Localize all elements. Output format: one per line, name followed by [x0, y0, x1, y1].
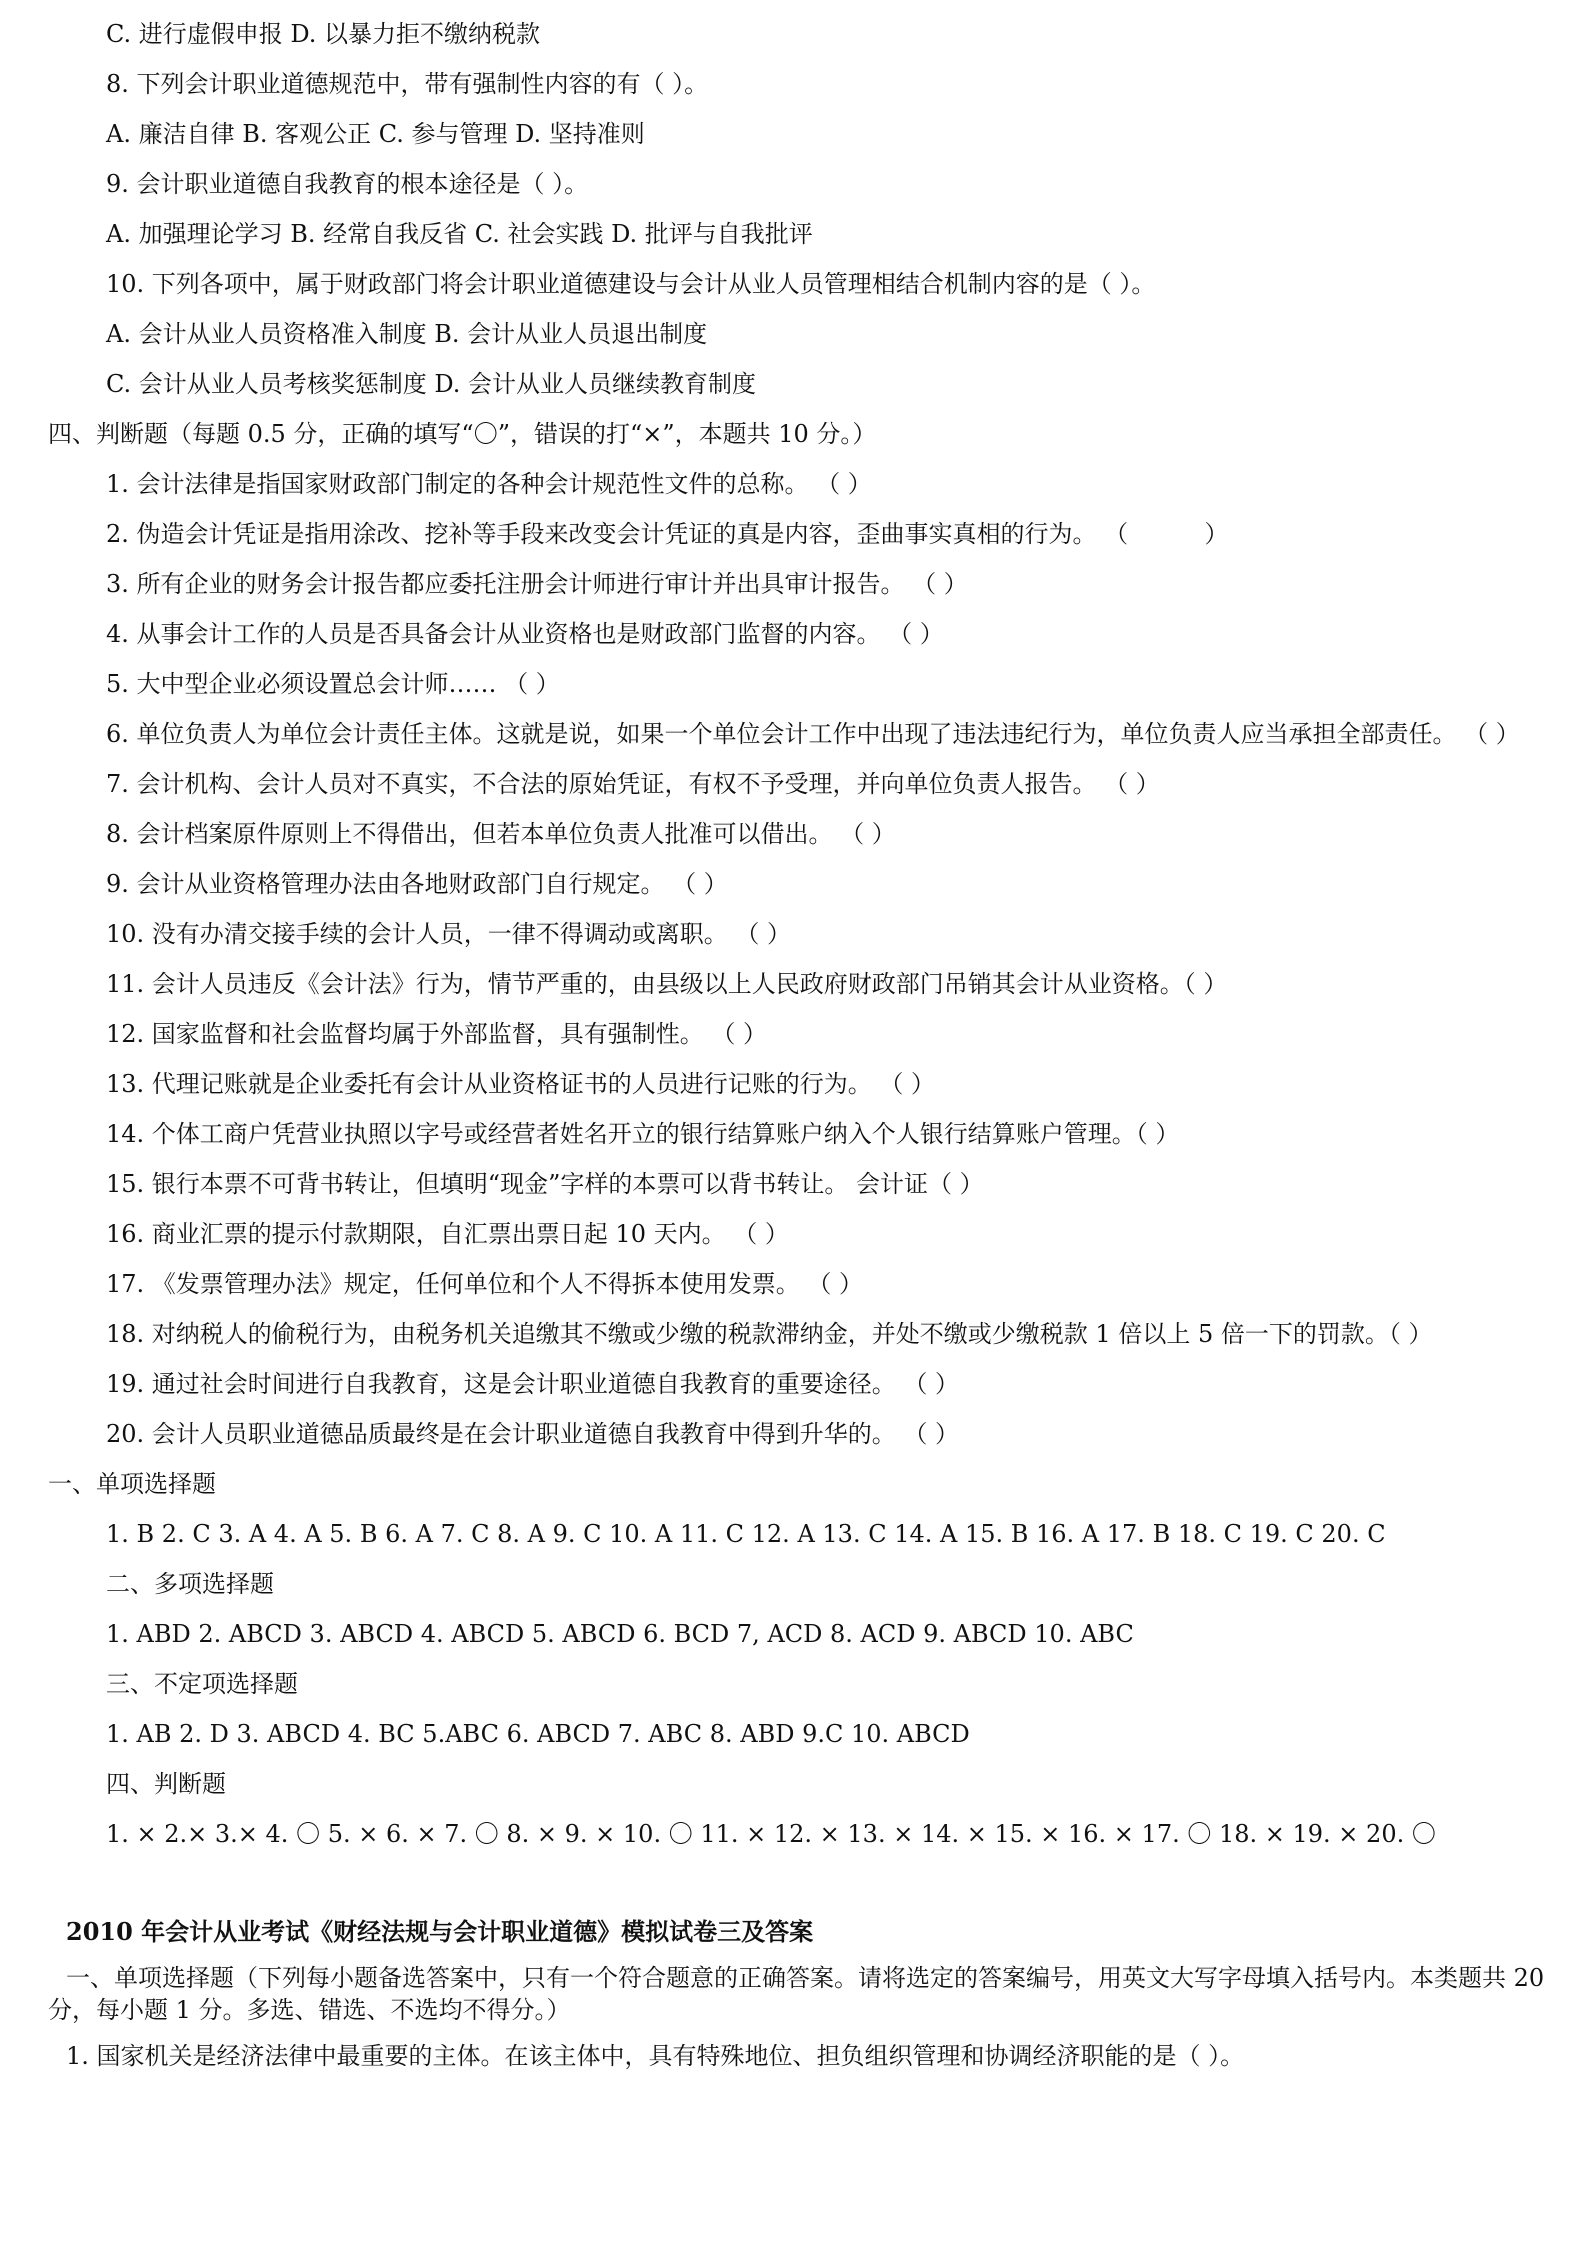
question-1: 1. 国家机关是经济法律中最重要的主体。在该主体中，具有特殊地位、担负组织管理和协调经济职能的是（ ）。: [66, 2042, 1245, 2070]
text-line: 1. 会计法律是指国家财政部门制定的各种会计规范性文件的总称。 （ ）: [106, 470, 872, 498]
text-line: 8. 会计档案原件原则上不得借出，但若本单位负责人批准可以借出。 （ ）: [106, 820, 896, 848]
text-line: 三、不定项选择题: [106, 1670, 298, 1698]
text-line: 12. 国家监督和社会监督均属于外部监督，具有强制性。 （ ）: [106, 1020, 768, 1048]
text-line: 19. 通过社会时间进行自我教育，这是会计职业道德自我教育的重要途径。 （ ）: [106, 1370, 960, 1398]
text-line: 10. 没有办清交接手续的会计人员，一律不得调动或离职。 （ ）: [106, 920, 792, 948]
question-list: [48, 18, 1558, 1850]
text-line: 14. 个体工商户凭营业执照以字号或经营者姓名开立的银行结算账户纳入个人银行结算账户管理。（ ）: [106, 1120, 1180, 1148]
section-instructions: 一、单项选择题（下列每小题备选答案中，只有一个符合题意的正确答案。请将选定的答案编号，用英文大写字母填入括号内。本类题共 20 分，每小题 1 分。多选、错选、不选均不得分。）: [48, 1964, 1552, 2024]
text-line: 10. 下列各项中，属于财政部门将会计职业道德建设与会计从业人员管理相结合机制内容的是（ ）。: [106, 270, 1156, 298]
text-line: 13. 代理记账就是企业委托有会计从业资格证书的人员进行记账的行为。 （ ）: [106, 1070, 936, 1098]
text-line: 5. 大中型企业必须设置总会计师…… （ ）: [106, 670, 560, 698]
exam-title: 2010 年会计从业考试《财经法规与会计职业道德》模拟试卷三及答案: [66, 1917, 814, 1946]
text-line: 17. 《发票管理办法》规定，任何单位和个人不得拆本使用发票。 （ ）: [106, 1270, 864, 1298]
text-line: A. 加强理论学习 B. 经常自我反省 C. 社会实践 D. 批评与自我批评: [106, 220, 813, 248]
text-line: 四、判断题: [106, 1770, 226, 1798]
text-line: 6. 单位负责人为单位会计责任主体。这就是说，如果一个单位会计工作中出现了违法违纪行为，单位负责人应当承担全部责任。 （ ）: [106, 720, 1520, 748]
text-line: 1. ABD 2. ABCD 3. ABCD 4. ABCD 5. ABCD 6. BCD 7, ACD 8. ACD 9. ABCD 10. ABC: [106, 1620, 1134, 1648]
text-line: 1. B 2. C 3. A 4. A 5. B 6. A 7. C 8. A 9. C 10. A 11. C 12. A 13. C 14. A 15. B 16. A 17. B 18. C 19. C 20. C: [106, 1520, 1386, 1548]
text-line: 一、单项选择题: [48, 1470, 216, 1498]
text-line: 16. 商业汇票的提示付款期限，自汇票出票日起 10 天内。 （ ）: [106, 1220, 789, 1248]
text-line: C. 进行虚假申报 D. 以暴力拒不缴纳税款: [106, 20, 541, 48]
text-line: 1. AB 2. D 3. ABCD 4. BC 5.ABC 6. ABCD 7. ABC 8. ABD 9.C 10. ABCD: [106, 1720, 970, 1748]
text-line: 15. 银行本票不可背书转让，但填明“现金”字样的本票可以背书转让。 会计证（ ）: [106, 1170, 984, 1198]
text-line: 8. 下列会计职业道德规范中，带有强制性内容的有（ ）。: [106, 70, 709, 98]
text-line: 二、多项选择题: [106, 1570, 274, 1598]
text-line: 2. 伪造会计凭证是指用涂改、挖补等手段来改变会计凭证的真是内容，歪曲事实真相的行为。 （ ）: [106, 520, 1229, 548]
text-line: 1. × 2.× 3.× 4. 〇 5. × 6. × 7. 〇 8. × 9. × 10. 〇 11. × 12. × 13. × 14. × 15. × 16. × 17. 〇 18. × 19. × 20. 〇: [106, 1820, 1436, 1848]
text-line: A. 会计从业人员资格准入制度 B. 会计从业人员退出制度: [106, 320, 708, 348]
text-line: 9. 会计职业道德自我教育的根本途径是（ ）。: [106, 170, 589, 198]
text-line: C. 会计从业人员考核奖惩制度 D. 会计从业人员继续教育制度: [106, 370, 757, 398]
text-line: 3. 所有企业的财务会计报告都应委托注册会计师进行审计并出具审计报告。 （ ）: [106, 570, 968, 598]
text-line: 11. 会计人员违反《会计法》行为，情节严重的，由县级以上人民政府财政部门吊销其会计从业资格。（ ）: [106, 970, 1228, 998]
text-line: 9. 会计从业资格管理办法由各地财政部门自行规定。 （ ）: [106, 870, 728, 898]
text-line: 7. 会计机构、会计人员对不真实，不合法的原始凭证，有权不予受理，并向单位负责人报告。 （ ）: [106, 770, 1160, 798]
text-line: A. 廉洁自律 B. 客观公正 C. 参与管理 D. 坚持准则: [106, 120, 645, 148]
text-line: 18. 对纳税人的偷税行为，由税务机关追缴其不缴或少缴的税款滞纳金，并处不缴或少缴税款 1 倍以上 5 倍一下的罚款。（ ）: [106, 1320, 1433, 1348]
text-line: 4. 从事会计工作的人员是否具备会计从业资格也是财政部门监督的内容。 （ ）: [106, 620, 944, 648]
text-line: 20. 会计人员职业道德品质最终是在会计职业道德自我教育中得到升华的。 （ ）: [106, 1420, 960, 1448]
text-line: 四、判断题（每题 0.5 分，正确的填写“〇”，错误的打“×”，本题共 10 分。）: [48, 420, 877, 448]
section-gap: [48, 1868, 1558, 1916]
